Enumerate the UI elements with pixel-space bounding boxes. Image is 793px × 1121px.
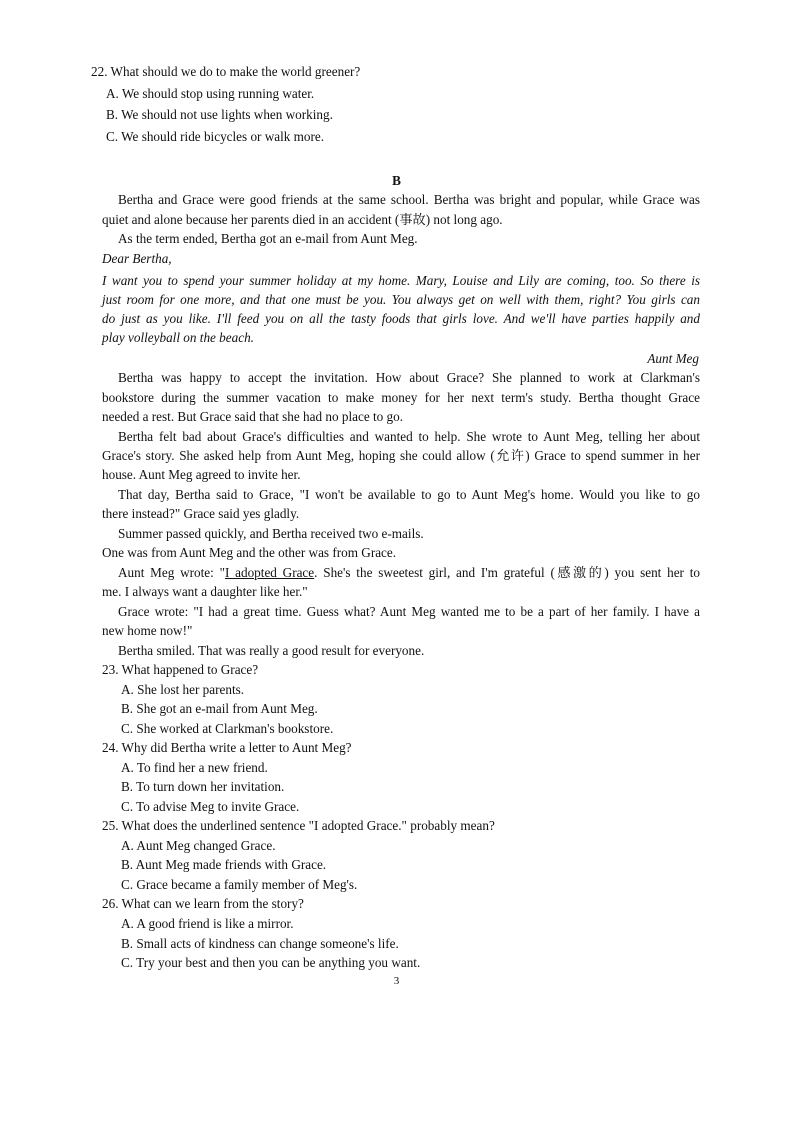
letter-line-1: I want you to spend your summer holiday at my home. Mary, Louise and Lily are coming, too. So there is: [102, 273, 700, 288]
paragraph-4-line-1: Bertha felt bad about Grace's difficulties and wanted to help. She wrote to Aunt Meg, telling her about: [118, 429, 700, 444]
paragraph-7-prefix: Aunt Meg wrote: ": [118, 565, 225, 580]
underlined-sentence: I adopted Grace: [224, 565, 315, 580]
paragraph-6-line-1: Summer passed quickly, and Bertha received two e-mails.: [118, 526, 424, 541]
option-23-b: B. She got an e-mail from Aunt Meg.: [121, 701, 318, 716]
option-25-a: A. Aunt Meg changed Grace.: [121, 838, 276, 853]
paragraph-3-line-1: Bertha was happy to accept the invitation. How about Grace? She planned to work at Clarkman's: [118, 370, 700, 385]
paragraph-3-line-2: bookstore during the summer vacation to make money for her next term's study. Bertha thought Grace: [102, 390, 700, 405]
paragraph-4-line-3: house. Aunt Meg agreed to invite her.: [102, 467, 301, 482]
option-26-b: B. Small acts of kindness can change someone's life.: [121, 936, 399, 951]
paragraph-4-line-2: Grace's story. She asked help from Aunt Meg, hoping she could allow (允许) Grace to spend summer in her: [102, 448, 700, 463]
option-22-b: B. We should not use lights when working.: [106, 107, 333, 122]
paragraph-5-line-1: That day, Bertha said to Grace, "I won't be available to go to Aunt Meg's home. Would you like to go: [118, 487, 700, 502]
option-23-c: C. She worked at Clarkman's bookstore.: [121, 721, 334, 736]
question-24: 24. Why did Bertha write a letter to Aunt Meg?: [102, 740, 352, 755]
paragraph-3-line-3: needed a rest. But Grace said that she had no place to go.: [102, 409, 404, 424]
option-26-a: A. A good friend is like a mirror.: [121, 916, 294, 931]
option-24-c: C. To advise Meg to invite Grace.: [121, 799, 300, 814]
option-24-a: A. To find her a new friend.: [121, 760, 268, 775]
page-number: 3: [393, 975, 400, 987]
option-24-b: B. To turn down her invitation.: [121, 779, 285, 794]
paragraph-7-line-1: [118, 564, 700, 582]
option-25-b: B. Aunt Meg made friends with Grace.: [121, 857, 327, 872]
option-23-a: A. She lost her parents.: [121, 682, 245, 697]
paragraph-2: As the term ended, Bertha got an e-mail from Aunt Meg.: [118, 231, 418, 246]
question-26: 26. What can we learn from the story?: [102, 896, 304, 911]
letter-line-4: play volleyball on the beach.: [102, 330, 254, 345]
paragraph-8-line-2: new home now!": [102, 623, 193, 638]
paragraph-6-line-2: One was from Aunt Meg and the other was from Grace.: [102, 545, 397, 560]
section-title: B: [392, 173, 401, 188]
option-26-c: C. Try your best and then you can be anything you want.: [121, 955, 421, 970]
paragraph-8-line-1: Grace wrote: "I had a great time. Guess what? Aunt Meg wanted me to be a part of her family. I have a: [118, 604, 700, 619]
letter-signature: Aunt Meg: [647, 351, 699, 366]
paragraph-5-line-2: there instead?" Grace said yes gladly.: [102, 506, 300, 521]
paragraph-9: Bertha smiled. That was really a good result for everyone.: [118, 643, 425, 658]
question-22: 22. What should we do to make the world greener?: [91, 64, 361, 79]
question-23: 23. What happened to Grace?: [102, 662, 259, 677]
option-22-c: C. We should ride bicycles or walk more.: [106, 129, 325, 144]
question-25: 25. What does the underlined sentence "I adopted Grace." probably mean?: [102, 818, 495, 833]
option-22-a: A. We should stop using running water.: [106, 86, 315, 101]
letter-greeting: Dear Bertha,: [102, 251, 172, 266]
paragraph-7-line-2: me. I always want a daughter like her.": [102, 584, 308, 599]
paragraph-1-line-1: Bertha and Grace were good friends at the same school. Bertha was bright and popular, while Grace was: [118, 192, 700, 207]
option-25-c: C. Grace became a family member of Meg's.: [121, 877, 358, 892]
paragraph-7-rest: . She's the sweetest girl, and I'm grateful (感激的) you sent her to: [314, 565, 700, 580]
letter-line-2: just room for one more, and that one must be you. You always get on well with them, right? You girls can: [102, 292, 700, 307]
letter-line-3: do just as you like. I'll feed you on all the tasty foods that girls love. And we'll have parties happily and: [102, 311, 700, 326]
paragraph-1-line-2: quiet and alone because her parents died in an accident (事故) not long ago.: [102, 212, 503, 227]
